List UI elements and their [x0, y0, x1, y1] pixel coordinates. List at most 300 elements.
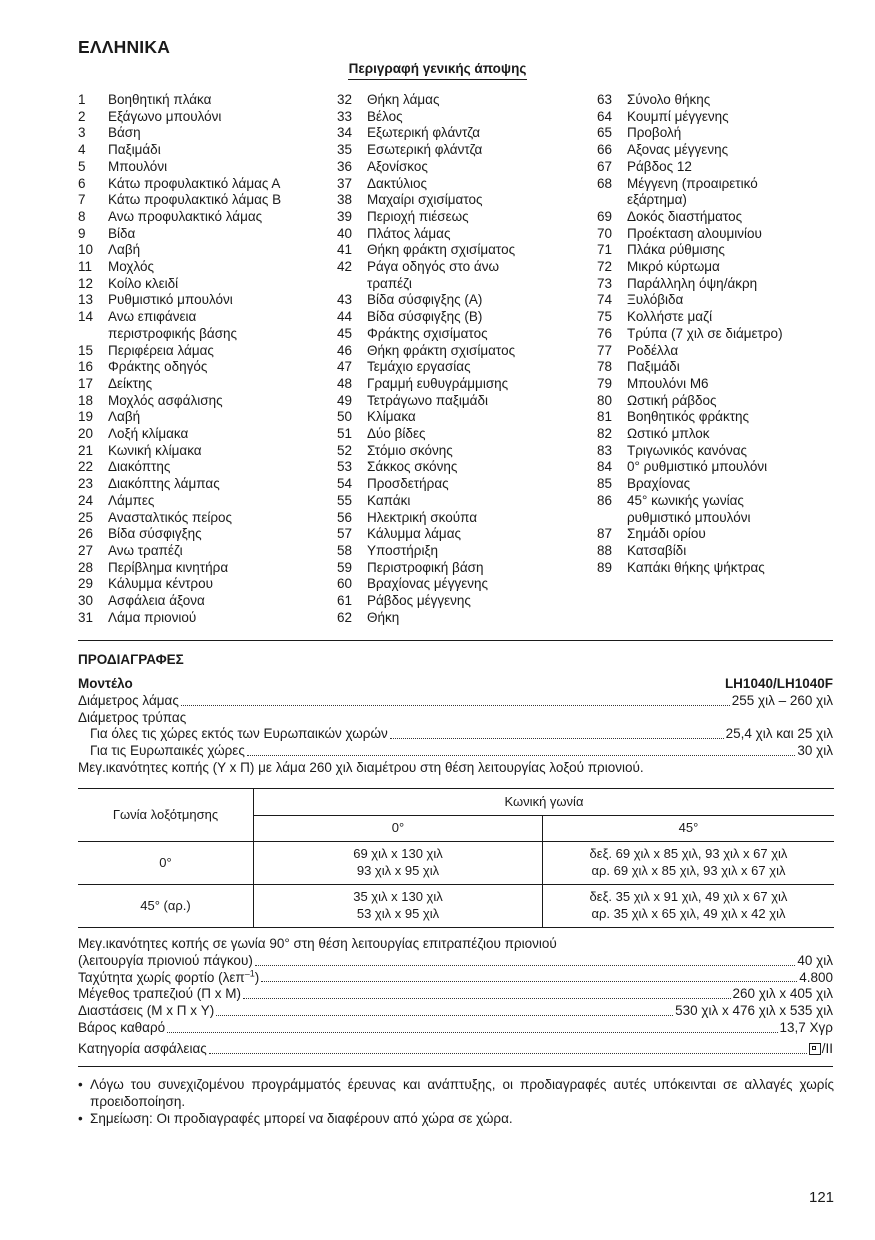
- spec-no-load-speed-row: [78, 970, 833, 987]
- dot-leader: [243, 997, 730, 999]
- table-cell-bevel-45: [543, 842, 835, 885]
- part-name: Μοχλός ασφάλισης: [108, 392, 223, 408]
- part-number: 35: [337, 142, 353, 158]
- part-number: 12: [78, 275, 94, 291]
- part-number: 85: [597, 476, 613, 492]
- part-number: 4: [78, 142, 86, 158]
- part-number: 72: [597, 259, 613, 275]
- part-name: Κολλήστε μαζί: [627, 309, 713, 325]
- parts-list-column-2: [337, 92, 515, 627]
- part-number: [597, 510, 627, 527]
- part-number: 38: [337, 192, 353, 208]
- double-insulation-icon: [809, 1043, 821, 1055]
- part-name: Κατσαβίδι: [627, 542, 687, 558]
- part-name: Εξάγωνο μπουλόνι: [108, 108, 222, 124]
- part-name: Βέλος: [367, 108, 403, 124]
- part-name: Εσωτερική φλάντζα: [367, 142, 483, 158]
- part-number: 25: [78, 509, 94, 525]
- part-list-item: [597, 309, 783, 326]
- part-name: Βίδα σύσφιγξης (Β): [367, 309, 483, 325]
- part-number: 71: [597, 242, 613, 258]
- cell-line: 69 χιλ x 130 χιλ: [353, 846, 443, 862]
- table-header-miter-angle: Γωνία λοξότμησης: [78, 789, 254, 842]
- table-cell-miter: 45° (αρ.): [78, 885, 254, 928]
- table-cell-miter: 0°: [78, 842, 254, 885]
- part-number: 49: [337, 392, 353, 408]
- part-number: 63: [597, 92, 613, 107]
- spec-dimensions-value: 530 χιλ x 476 χιλ x 535 χιλ: [675, 1003, 833, 1019]
- part-number: 22: [78, 459, 94, 475]
- part-number: 14: [78, 309, 94, 325]
- parts-list-column-1: [78, 92, 281, 627]
- part-name: Τριγωνικός κανόνας: [627, 442, 748, 458]
- part-name: Σημάδι ορίου: [627, 526, 706, 542]
- part-name: Λάμα πριονιού: [108, 609, 197, 625]
- part-list-item: [597, 493, 783, 510]
- part-number: 24: [78, 492, 94, 508]
- part-number: 44: [337, 309, 353, 325]
- part-list-item: [597, 159, 783, 176]
- part-list-item: [337, 242, 515, 259]
- part-name: Κάτω προφυλακτικό λάμας Β: [108, 192, 282, 208]
- part-list-item: [337, 142, 515, 159]
- part-list-item: [78, 209, 281, 226]
- part-name: Ράγα οδηγός στο άνω: [367, 259, 499, 275]
- part-number: 83: [597, 442, 613, 458]
- spec-blade-diameter-row: [78, 693, 833, 710]
- speed-label-sup: –1: [244, 968, 255, 979]
- parts-list-column-3: [597, 92, 783, 576]
- part-list-item: [597, 526, 783, 543]
- part-name: Υποστήριξη: [367, 542, 439, 558]
- part-list-item: [597, 226, 783, 243]
- spec-dimensions-row: [78, 1003, 833, 1020]
- part-number: 41: [337, 242, 353, 258]
- part-number: 33: [337, 108, 353, 124]
- spec-hole-eu-value: 30 χιλ: [797, 743, 833, 759]
- part-name: Ανω επιφάνεια: [108, 309, 197, 325]
- part-number: 61: [337, 593, 353, 609]
- part-name: Βίδα: [108, 225, 136, 241]
- part-name: Ράβδος μέγγενης: [367, 593, 471, 609]
- part-list-item: [337, 409, 515, 426]
- part-name: Δακτύλιος: [367, 175, 428, 191]
- dot-leader: [390, 737, 724, 739]
- spec-hole-diameter-row: [78, 710, 833, 727]
- part-number: 37: [337, 175, 353, 191]
- part-name: Τρύπα (7 χιλ σε διάμετρο): [627, 325, 783, 341]
- part-list-item: [337, 359, 515, 376]
- part-list-item: [78, 276, 281, 293]
- part-number: 10: [78, 242, 94, 258]
- part-number: 30: [78, 593, 94, 609]
- part-number: 50: [337, 409, 353, 425]
- part-name: Βραχίονας μέγγενης: [367, 576, 488, 592]
- spec-blade-diameter-label: Διάμετρος λάμας: [78, 692, 179, 708]
- part-list-item: [78, 576, 281, 593]
- part-list-item: [78, 343, 281, 360]
- spec-hole-non-eu-row: [78, 726, 833, 743]
- part-list-item: [78, 493, 281, 510]
- part-list-item: [78, 359, 281, 376]
- part-number: 9: [78, 225, 86, 241]
- part-name: Προσδετήρας: [367, 476, 449, 492]
- part-number: 79: [597, 375, 613, 391]
- part-name: Προέκταση αλουμινίου: [627, 225, 762, 241]
- note-item: [78, 1111, 834, 1128]
- part-list-item: [78, 109, 281, 126]
- part-number: 70: [597, 225, 613, 241]
- part-list-item: [337, 459, 515, 476]
- part-list-item: [337, 326, 515, 343]
- part-list-item: [337, 510, 515, 527]
- part-list-item: [337, 209, 515, 226]
- part-name: Μοχλός: [108, 259, 155, 275]
- spec-hole-non-eu-label: Για όλες τις χώρες εκτός των Ευρωπαικών χωρών: [90, 726, 388, 742]
- part-name: Δύο βίδες: [367, 426, 426, 442]
- part-name: Τετράγωνο παξιμάδι: [367, 392, 488, 408]
- part-number: 67: [597, 158, 613, 174]
- part-name: Παξιμάδι: [108, 142, 161, 158]
- spec-table-size-row: [78, 986, 833, 1003]
- part-list-item: [78, 242, 281, 259]
- part-name: Κάλυμμα κέντρου: [108, 576, 213, 592]
- part-number: 89: [597, 559, 613, 575]
- part-list-item: [78, 593, 281, 610]
- part-name: Βίδα σύσφιγξης: [108, 526, 202, 542]
- part-number: 53: [337, 459, 353, 475]
- part-number: 3: [78, 125, 86, 141]
- part-number: 42: [337, 259, 353, 275]
- part-name: Φράκτης οδηγός: [108, 359, 208, 375]
- part-number: 82: [597, 426, 613, 442]
- part-list-item: [597, 443, 783, 460]
- part-name: Περιστροφική βάση: [367, 559, 484, 575]
- table-header-bevel-45: 45°: [543, 816, 835, 842]
- part-number: 51: [337, 426, 353, 442]
- table-row: [78, 885, 834, 928]
- part-list-item: [597, 459, 783, 476]
- overview-title-text: Περιγραφή γενικής άποψης: [348, 61, 528, 80]
- part-number: 45: [337, 325, 353, 341]
- part-name: Φράκτης σχισίματος: [367, 325, 488, 341]
- part-name: Ρυθμιστικό μπουλόνι: [108, 292, 233, 308]
- dot-leader: [181, 704, 730, 706]
- spec-block-top: [78, 676, 833, 777]
- spec-table-saw-capacity-row-1: [78, 936, 833, 953]
- part-number: 7: [78, 192, 86, 208]
- part-number: 66: [597, 142, 613, 158]
- dot-leader: [209, 1052, 807, 1054]
- part-list-item: [337, 292, 515, 309]
- part-list-item: [597, 192, 783, 209]
- part-name: Κωνική κλίμακα: [108, 442, 202, 458]
- part-name: Θήκη φράκτη σχισίματος: [367, 242, 516, 258]
- table-row: [78, 842, 834, 885]
- cell-line: 93 χιλ x 95 χιλ: [356, 863, 440, 878]
- dot-leader: [261, 980, 797, 982]
- part-name: Μικρό κύρτωμα: [627, 259, 720, 275]
- part-list-item: [337, 343, 515, 360]
- part-name: Καπάκι θήκης ψήκτρας: [627, 559, 765, 575]
- part-list-item: [78, 610, 281, 627]
- spec-hole-diameter-label: Διάμετρος τρύπας: [78, 709, 187, 725]
- part-number: 88: [597, 542, 613, 558]
- part-list-item: [597, 543, 783, 560]
- spec-block-bottom: [78, 936, 833, 1058]
- part-name: Ωστική ράβδος: [627, 392, 717, 408]
- part-number: 57: [337, 526, 353, 542]
- part-name: Περίβλημα κινητήρα: [108, 559, 229, 575]
- part-name: Θήκη φράκτη σχισίματος: [367, 342, 516, 358]
- part-number: 39: [337, 208, 353, 224]
- spec-dimensions-label: Διαστάσεις (Μ x Π x Υ): [78, 1003, 215, 1019]
- bullet: •: [78, 1110, 83, 1126]
- part-name: Λαβή: [108, 242, 141, 258]
- spec-hole-eu-label: Για τις Ευρωπαικές χώρες: [90, 743, 245, 759]
- spec-blade-diameter-value: 255 χιλ – 260 χιλ: [731, 692, 833, 708]
- part-list-item: [597, 259, 783, 276]
- spec-table-saw-capacity-row-2: [78, 953, 833, 970]
- part-number: 86: [597, 492, 613, 508]
- part-name: Ανασταλτικός πείρος: [108, 509, 233, 525]
- part-name: Μπουλόνι Μ6: [627, 375, 709, 391]
- part-name: Ηλεκτρική σκούπα: [367, 509, 478, 525]
- part-list-item: [337, 92, 515, 109]
- part-list-item: [337, 543, 515, 560]
- part-number: 21: [78, 442, 94, 458]
- note-text: Σημείωση: Οι προδιαγραφές μπορεί να διαφέρουν από χώρα σε χώρα.: [90, 1110, 513, 1126]
- spec-safety-class-label: Κατηγορία ασφάλειας: [78, 1040, 207, 1056]
- part-name: Στόμιο σκόνης: [367, 442, 453, 458]
- part-name: Λάμπες: [108, 492, 155, 508]
- part-name: Ασφάλεια άξονα: [108, 593, 205, 609]
- part-number: 87: [597, 526, 613, 542]
- part-list-item: [597, 125, 783, 142]
- page-number: 121: [809, 1189, 835, 1206]
- part-list-item: [78, 92, 281, 109]
- part-name: 0° ρυθμιστικό μπουλόνι: [627, 459, 768, 475]
- part-number: 20: [78, 426, 94, 442]
- table-cell-bevel-45: [543, 885, 835, 928]
- part-number: 19: [78, 409, 94, 425]
- part-number: 1: [78, 92, 86, 107]
- part-list-item: [597, 242, 783, 259]
- part-name: Μαχαίρι σχισίματος: [367, 192, 483, 208]
- part-name: Διακόπτης: [108, 459, 171, 475]
- part-number: 54: [337, 476, 353, 492]
- part-number: 17: [78, 375, 94, 391]
- part-name: Ράβδος 12: [627, 158, 692, 174]
- spec-safety-class-row: [78, 1041, 833, 1058]
- part-number: 78: [597, 359, 613, 375]
- part-list-item: [337, 376, 515, 393]
- part-number: 75: [597, 309, 613, 325]
- part-name: Προβολή: [627, 125, 682, 141]
- part-list-item: [337, 159, 515, 176]
- part-name: Δείκτης: [108, 375, 153, 391]
- part-list-item: [78, 510, 281, 527]
- part-list-item: [597, 359, 783, 376]
- part-list-item: [78, 459, 281, 476]
- table-header-bevel-0: 0°: [254, 816, 543, 842]
- part-list-item: [78, 409, 281, 426]
- spec-hole-non-eu-value: 25,4 χιλ και 25 χιλ: [725, 726, 833, 742]
- part-number: [337, 276, 367, 293]
- spec-net-weight-row: [78, 1020, 833, 1037]
- part-number: 56: [337, 509, 353, 525]
- language-heading: ΕΛΛΗΝΙΚΑ: [78, 37, 171, 57]
- part-name: Καπάκι: [367, 492, 411, 508]
- part-name: τραπέζι: [367, 275, 412, 291]
- spec-no-load-speed-label: [78, 970, 259, 987]
- part-list-item: [78, 142, 281, 159]
- specifications-heading: ΠΡΟΔΙΑΓΡΑΦΕΣ: [78, 652, 184, 667]
- cell-line: 35 χιλ x 130 χιλ: [353, 889, 443, 905]
- part-number: 47: [337, 359, 353, 375]
- part-list-item: [597, 393, 783, 410]
- cutting-capacity-table: [78, 788, 834, 928]
- spec-no-load-speed-value: 4.800: [799, 969, 833, 985]
- part-number: 15: [78, 342, 94, 358]
- spec-table-saw-capacity-label-2: (λειτουργία πριονιού πάγκου): [78, 952, 253, 968]
- part-list-item: [78, 176, 281, 193]
- part-number: 81: [597, 409, 613, 425]
- part-list-item: [78, 476, 281, 493]
- part-number: 11: [78, 259, 93, 275]
- speed-label-text: Ταχύτητα χωρίς φορτίο (λεπ: [78, 969, 245, 985]
- part-name: Εξωτερική φλάντζα: [367, 125, 481, 141]
- part-name: Βραχίονας: [627, 476, 691, 492]
- spec-net-weight-value: 13,7 Χγρ: [779, 1019, 833, 1035]
- cell-line: αρ. 35 χιλ x 65 χιλ, 49 χιλ x 42 χιλ: [591, 906, 786, 921]
- part-list-item: [78, 526, 281, 543]
- part-list-item: [337, 125, 515, 142]
- part-name: Ωστικό μπλοκ: [627, 426, 710, 442]
- part-number: 64: [597, 108, 613, 124]
- part-number: 76: [597, 325, 613, 341]
- part-number: 8: [78, 208, 86, 224]
- part-number: 43: [337, 292, 353, 308]
- note-item: [78, 1077, 834, 1111]
- part-list-item: [337, 176, 515, 193]
- part-list-item: [597, 176, 783, 193]
- part-list-item: [597, 510, 783, 527]
- part-number: [78, 326, 108, 343]
- spec-model-value: LH1040/LH1040F: [724, 676, 833, 691]
- table-header-bevel-angle: Κωνική γωνία: [254, 789, 835, 816]
- part-number: 48: [337, 375, 353, 391]
- part-name: Μπουλόνι: [108, 158, 168, 174]
- part-name: Σάκκος σκόνης: [367, 459, 458, 475]
- part-name: Αξονίσκος: [367, 158, 428, 174]
- part-list-item: [78, 125, 281, 142]
- part-number: 62: [337, 609, 353, 625]
- cell-line: 53 χιλ x 95 χιλ: [356, 906, 440, 921]
- part-list-item: [337, 476, 515, 493]
- part-list-item: [78, 326, 281, 343]
- part-list-item: [337, 192, 515, 209]
- part-list-item: [597, 426, 783, 443]
- part-list-item: [597, 476, 783, 493]
- dot-leader: [255, 964, 796, 966]
- part-list-item: [337, 276, 515, 293]
- cell-line: δεξ. 35 χιλ x 91 χιλ, 49 χιλ x 67 χιλ: [589, 889, 788, 905]
- part-list-item: [337, 443, 515, 460]
- spec-hole-eu-row: [78, 743, 833, 760]
- part-name: Κουμπί μέγγενης: [627, 108, 729, 124]
- part-list-item: [337, 526, 515, 543]
- part-number: 58: [337, 542, 353, 558]
- part-list-item: [337, 610, 515, 627]
- part-name: Γραμμή ευθυγράμμισης: [367, 375, 509, 391]
- cell-line: δεξ. 69 χιλ x 85 χιλ, 93 χιλ x 67 χιλ: [589, 846, 788, 862]
- part-number: 32: [337, 92, 353, 107]
- part-list-item: [597, 209, 783, 226]
- part-number: 5: [78, 158, 86, 174]
- spec-model-label: Μοντέλο: [78, 676, 133, 691]
- part-name: Περιοχή πιέσεως: [367, 208, 469, 224]
- part-list-item: [597, 292, 783, 309]
- part-name: Δοκός διαστήματος: [627, 208, 743, 224]
- part-name: ρυθμιστικό μπουλόνι: [627, 509, 751, 525]
- part-number: 80: [597, 392, 613, 408]
- safety-class-text: /II: [821, 1040, 833, 1056]
- part-list-item: [337, 593, 515, 610]
- part-list-item: [78, 443, 281, 460]
- part-list-item: [78, 376, 281, 393]
- part-name: Πλάκα ρύθμισης: [627, 242, 725, 258]
- part-list-item: [78, 226, 281, 243]
- part-number: 23: [78, 476, 94, 492]
- part-number: 73: [597, 275, 613, 291]
- dot-leader: [216, 1014, 673, 1016]
- part-number: 18: [78, 392, 94, 408]
- part-list-item: [337, 109, 515, 126]
- part-list-item: [337, 226, 515, 243]
- part-list-item: [337, 560, 515, 577]
- part-name: Περιφέρεια λάμας: [108, 342, 214, 358]
- part-number: 77: [597, 342, 613, 358]
- part-number: 52: [337, 442, 353, 458]
- cell-line: αρ. 69 χιλ x 85 χιλ, 93 χιλ x 67 χιλ: [591, 863, 786, 878]
- part-name: Θήκη: [367, 609, 400, 625]
- part-name: Βοηθητική πλάκα: [108, 92, 212, 107]
- part-number: 65: [597, 125, 613, 141]
- part-list-item: [78, 393, 281, 410]
- speed-label-close: ): [254, 969, 260, 985]
- part-list-item: [337, 426, 515, 443]
- part-list-item: [78, 309, 281, 326]
- part-list-item: [597, 92, 783, 109]
- part-name: Βίδα σύσφιγξης (Α): [367, 292, 483, 308]
- part-number: 26: [78, 526, 94, 542]
- part-name: Ανω προφυλακτικό λάμας: [108, 208, 263, 224]
- part-name: Ξυλόβιδα: [627, 292, 684, 308]
- part-number: 46: [337, 342, 353, 358]
- part-name: Διακόπτης λάμπας: [108, 476, 220, 492]
- part-list-item: [597, 409, 783, 426]
- part-name: Πλάτος λάμας: [367, 225, 451, 241]
- part-list-item: [78, 543, 281, 560]
- spec-miter-capacity-text: Μεγ.ικανότητες κοπής (Υ x Π) με λάμα 260 χιλ διαμέτρου στη θέση λειτουργίας λοξού πριονιού.: [78, 759, 644, 775]
- part-name: Παράλληλη όψη/άκρη: [627, 275, 758, 291]
- part-list-item: [597, 276, 783, 293]
- part-list-item: [337, 576, 515, 593]
- overview-title: [0, 61, 875, 76]
- part-list-item: [597, 142, 783, 159]
- part-number: 13: [78, 292, 94, 308]
